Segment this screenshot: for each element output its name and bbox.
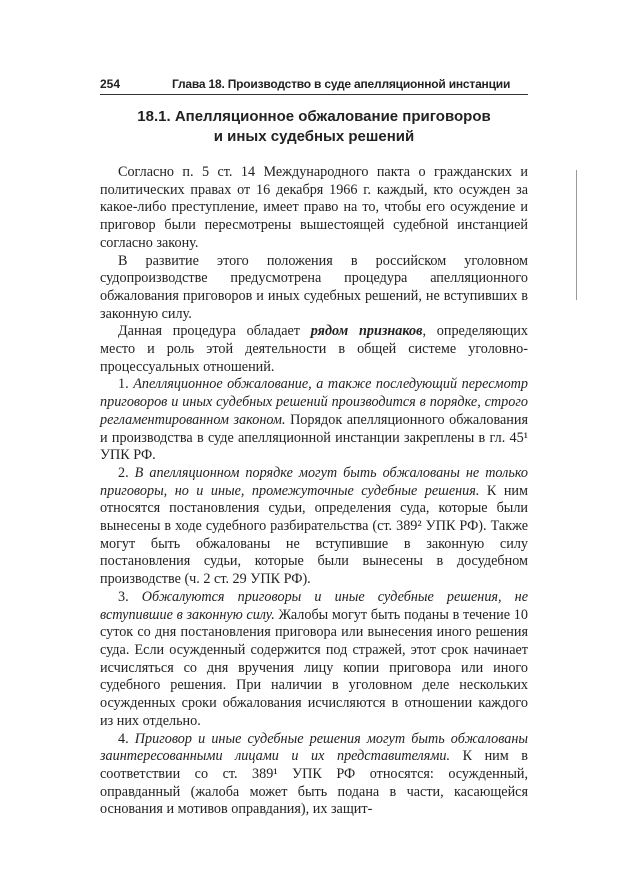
paragraph-3-text-end: , определяющих место и роль этой деятельности в общей системе уголовно-процессуальных отношений. <box>100 323 528 375</box>
item-number: 2. <box>118 464 135 481</box>
paragraph-1: Согласно п. 5 ст. 14 Международного пакта о гражданских и политических правах от 16 декабря 1966 г. каждый, кто осужден за какое-либо преступление, имеет право на то, чтобы его осуждение и приговор были пересмотрены вышестоящей судебной инстанцией согласно закону. <box>100 164 528 251</box>
item-number: 3. <box>118 588 142 605</box>
item-statement: Обжалуются приговоры и иные судебные решения, не вступившие в законную силу. <box>100 588 529 623</box>
paragraph-3 <box>100 323 528 376</box>
emphasized-term: рядом признаков <box>310 323 423 340</box>
item-statement: В апелляционном порядке могут быть обжалованы не только приговоры, но и иные, промежуточные судебные решения. <box>100 464 529 499</box>
paragraph-6 <box>100 589 528 731</box>
paragraph-3-text-start: Данная процедура обладает <box>118 323 311 340</box>
item-text: Жалобы могут быть поданы в течение 10 суток со дня постановления приговора или вынесения иного решения суда. Если осужденный содержится под стражей, этот срок начинает исчисляться со дня вручения лицу копии приговора или иного судебного решения. При наличии в уголовном деле нескольких осужденных сроки обжалования исчисляются в отношении каждого из них отдельно. <box>100 606 528 729</box>
item-number: 4. <box>118 730 135 747</box>
page-number: 254 <box>100 77 121 91</box>
item-text: К ним относятся постановления судьи, определения суда, которые были вынесены в ходе судебного разбирательства (ст. 389² УПК РФ). Также могут быть обжалованы не вступившие в законную силу постановления судьи, которые были вынесены в досудебном производстве (ч. 2 ст. 29 УПК РФ). <box>100 482 528 588</box>
item-statement: Приговор и иные судебные решения могут быть обжалованы заинтересованными лицами и их представителями. <box>100 730 528 765</box>
item-text: К ним в соответствии со ст. 389¹ УПК РФ относятся: осужденный, оправданный (жалоба может быть подана в части, касающейся основания и мотивов оправдания), их защит- <box>100 748 528 818</box>
item-number: 1. <box>118 376 134 393</box>
chapter-title: Глава 18. Производство в суде апелляционной инстанции <box>172 77 511 91</box>
paragraph-5 <box>100 465 528 589</box>
section-title-line-1: 18.1. Апелляционное обжалование приговоров <box>137 108 491 125</box>
item-text: Порядок апелляционного обжалования и производства в суде апелляционной инстанции закреплены в гл. 45¹ УПК РФ. <box>100 411 528 464</box>
item-statement: Апелляционное обжалование, а также последующий пересмотр приговоров и иных судебных решений производится в порядке, строго регламентированном законом. <box>100 376 529 428</box>
scan-artifact-line <box>576 170 577 300</box>
section-title <box>100 107 528 147</box>
body-text <box>100 164 528 819</box>
section-title-line-2: и иных судебных решений <box>213 128 415 145</box>
running-header <box>100 76 528 95</box>
paragraph-7 <box>100 731 528 820</box>
paragraph-2: В развитие этого положения в российском уголовном судопроизводстве предусмотрена процедура апелляционного обжалования приговоров и иных судебных решений, не вступивших в законную силу. <box>100 252 528 322</box>
paragraph-4 <box>100 376 528 465</box>
